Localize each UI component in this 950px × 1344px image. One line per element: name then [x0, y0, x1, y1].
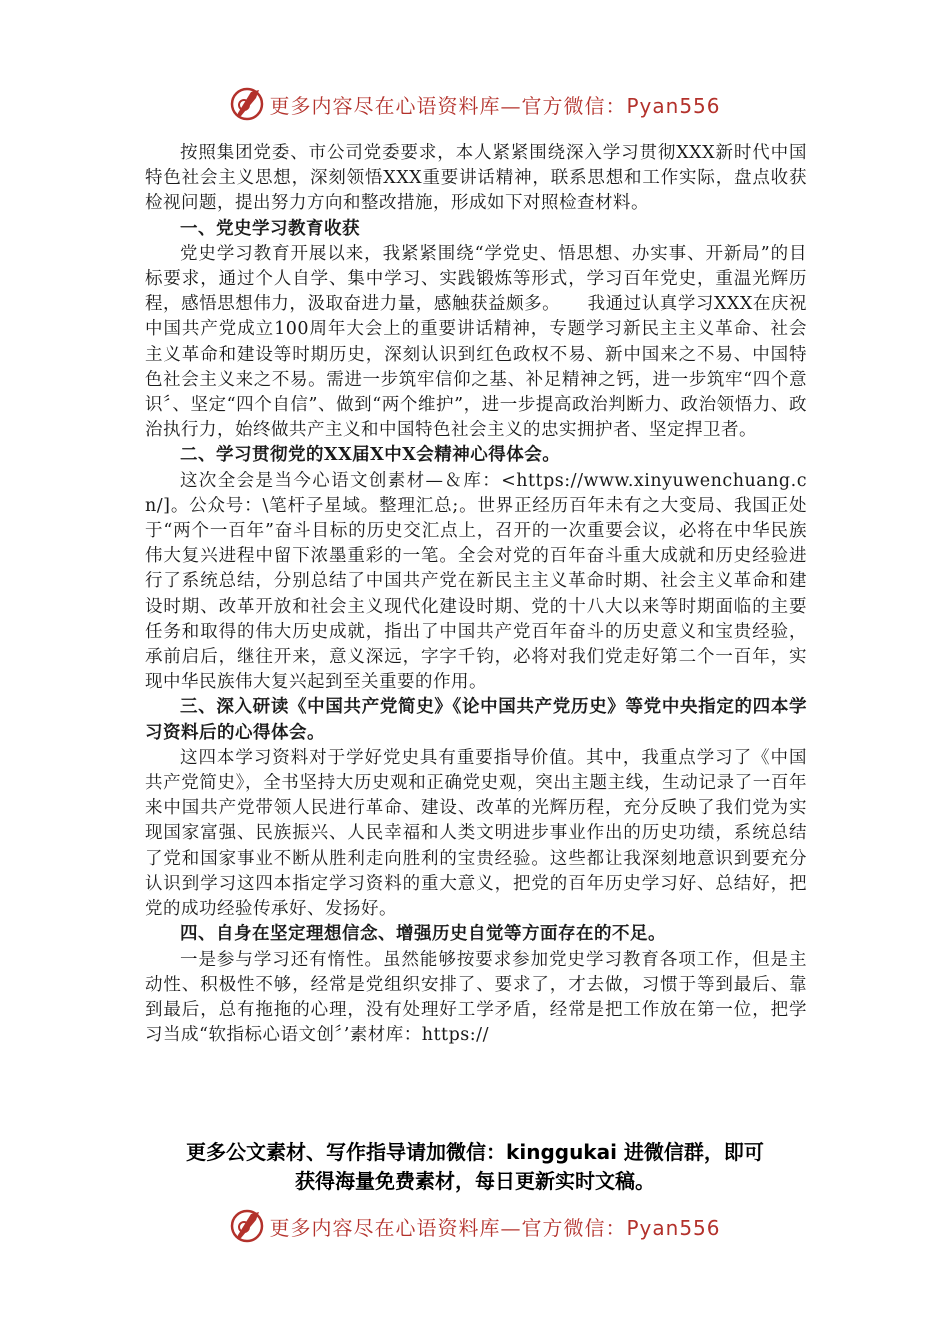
banner-text: 更多内容尽在心语资料库—官方微信：Pyan556 [269, 1215, 721, 1240]
body-paragraph: 一是参与学习还有惰性。虽然能够按要求参加党史学习教育各项工作，但是主动性、积极性不够，经常是党组织安排了、要求了，才去做，习惯于等到最后、靠到最后，总有拖拖的心理，没有处理好工学矛盾，经常是把工作放在第一位，把学习当成“软指标心语文创〞’素材库：https:// [145, 949, 807, 1046]
pen-circle-logo-icon [229, 1208, 265, 1244]
footer-wechat-note [120, 1138, 830, 1196]
pen-circle-logo-icon [229, 86, 265, 122]
section-heading: 四、自身在坚定理想信念、增强历史自觉等方面存在的不足。 [180, 924, 666, 945]
footer-line-1: 更多公文素材、写作指导请加微信：kinggukai 进微信群，即可 [186, 1140, 764, 1164]
top-watermark-banner [0, 84, 950, 124]
footer-line-2: 获得海量免费素材，每日更新实时文稿。 [295, 1169, 655, 1193]
section-heading: 一、党史学习教育收获 [180, 218, 360, 239]
body-paragraph: 党史学习教育开展以来，我紧紧围绕“学党史、悟思想、办实事、开新局”的目标要求，通过个人自学、集中学习、实践锻炼等形式，学习百年党史，重温光辉历程，感悟思想伟力，汲取奋进力量，感触获益颇多。 我通过认真学习XXX在庆祝中国共产党成立100周年大会上的重要讲话精神，专题学习新民主主义革命、社会主义革命和建设等时期历史，深刻认识到红色政权不易、新中国来之不易、中国特色社会主义来之不易。需进一步筑牢信仰之基、补足精神之钙，进一步筑牢“四个意识〞、坚定“四个自信”、做到“两个维护”，进一步提高政治判断力、政治领悟力、政治执行力，始终做共产主义和中国特色社会主义的忠实拥护者、坚定捍卫者。 [145, 243, 807, 441]
bottom-watermark-banner [0, 1206, 950, 1246]
body-paragraph: 按照集团党委、市公司党委要求，本人紧紧围绕深入学习贯彻XXX新时代中国特色社会主义思想，深刻领悟XXX重要讲话精神，联系思想和工作实际，盘点收获检视问题，提出努力方向和整改措施，形成如下对照检查材料。 [145, 143, 807, 214]
body-paragraph: 这四本学习资料对于学好党史具有重要指导价值。其中，我重点学习了《中国共产党简史》，全书坚持大历史观和正确党史观，突出主题主线，生动记录了一百年来中国共产党带领人民进行革命、建设、改革的光辉历程，充分反映了我们党为实现国家富强、民族振兴、人民幸福和人类文明进步事业作出的历史功绩，系统总结了党和国家事业不断从胜利走向胜利的宝贵经验。这些都让我深刻地意识到要充分认识到学习这四本指定学习资料的重大意义，把党的百年历史学习好、总结好，把党的成功经验传承好、发扬好。 [145, 747, 807, 920]
section-heading: 三、深入研读《中国共产党简史》《论中国共产党历史》等党中央指定的四本学习资料后的心得体会。 [145, 697, 807, 743]
body-paragraph: 这次全会是当今心语文创素材—＆库：<https://www.xinyuwenchuang.cn/]。公众号：\笔杆子星域。整理汇总;。世界正经历百年未有之大变局、我国正处于“两个一百年”奋斗目标的历史交汇点上，召开的一次重要会议，必将在中华民族伟大复兴进程中留下浓墨重彩的一笔。全会对党的百年奋斗重大成就和历史经验进行了系统总结，分别总结了中国共产党在新民主主义革命时期、社会主义革命和建设时期、改革开放和社会主义现代化建设时期、党的十八大以来等时期面临的主要任务和取得的伟大历史成就，指出了中国共产党百年奋斗的历史意义和宝贵经验，承前启后，继往开来，意义深远，字字千钧，必将对我们党走好第二个一百年，实现中华民族伟大复兴起到至关重要的作用。 [145, 470, 807, 693]
section-heading: 二、学习贯彻党的XX届X中X会精神心得体会。 [180, 445, 561, 466]
banner-text: 更多内容尽在心语资料库—官方微信：Pyan556 [269, 93, 721, 118]
document-body [145, 141, 807, 1048]
